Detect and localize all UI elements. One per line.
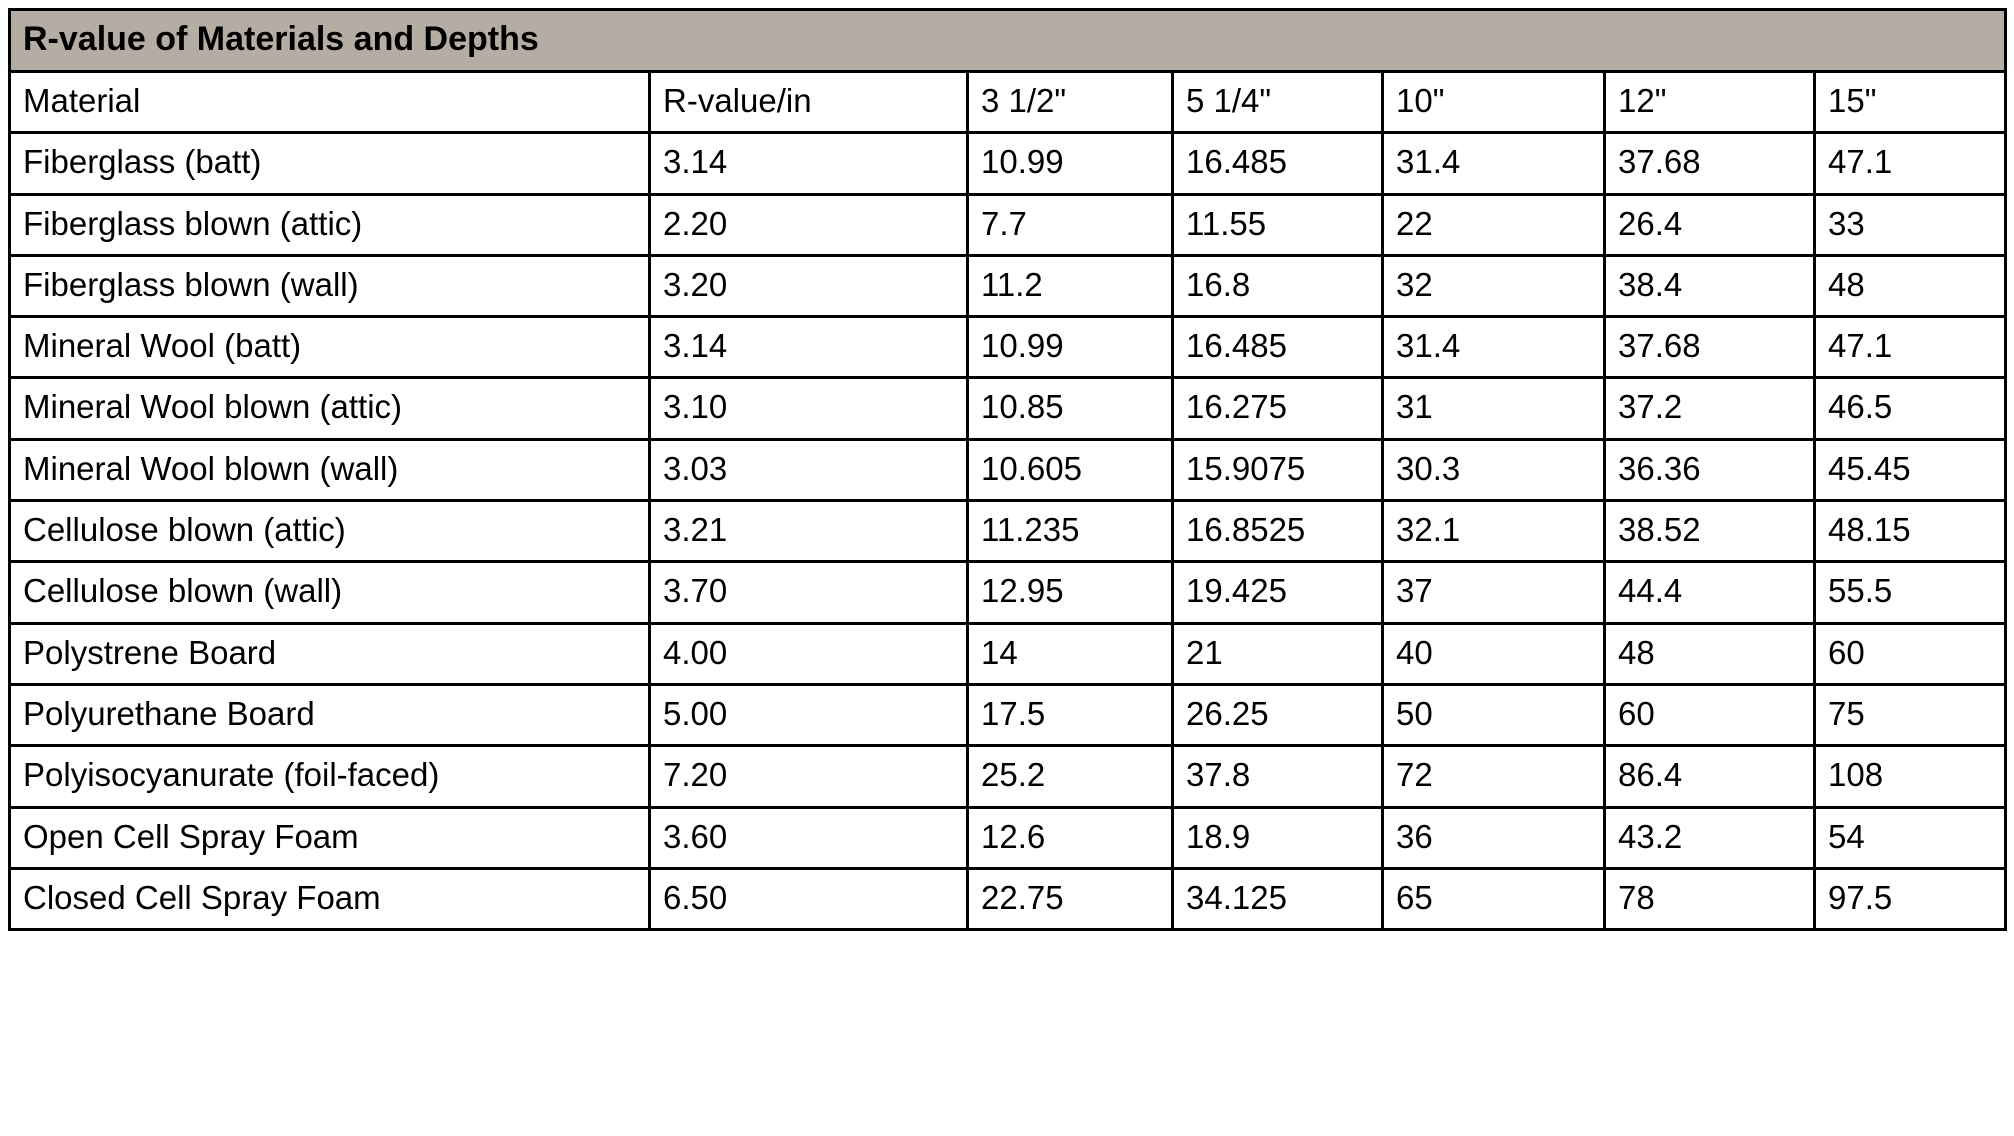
- cell-depth-12in: 26.4: [1605, 194, 1815, 255]
- cell-depth-15in: 45.45: [1815, 439, 2006, 500]
- table-row: [10, 194, 2006, 255]
- cell-depth-12in: 60: [1605, 684, 1815, 745]
- table-row: [10, 317, 2006, 378]
- cell-depth-3-5in: 14: [968, 623, 1173, 684]
- cell-depth-12in: 44.4: [1605, 562, 1815, 623]
- cell-depth-15in: 55.5: [1815, 562, 2006, 623]
- table-title-row: [10, 10, 2006, 72]
- cell-r-value-per-inch: 3.14: [650, 317, 968, 378]
- cell-depth-5-25in: 34.125: [1173, 868, 1383, 929]
- cell-depth-5-25in: 37.8: [1173, 746, 1383, 807]
- cell-material: Fiberglass blown (attic): [10, 194, 650, 255]
- cell-r-value-per-inch: 3.60: [650, 807, 968, 868]
- cell-depth-15in: 46.5: [1815, 378, 2006, 439]
- cell-material: Mineral Wool (batt): [10, 317, 650, 378]
- cell-material: Open Cell Spray Foam: [10, 807, 650, 868]
- cell-depth-12in: 38.52: [1605, 501, 1815, 562]
- cell-depth-5-25in: 16.275: [1173, 378, 1383, 439]
- cell-depth-3-5in: 25.2: [968, 746, 1173, 807]
- cell-depth-12in: 78: [1605, 868, 1815, 929]
- cell-depth-3-5in: 11.2: [968, 255, 1173, 316]
- table-row: [10, 439, 2006, 500]
- cell-r-value-per-inch: 3.21: [650, 501, 968, 562]
- cell-depth-3-5in: 10.85: [968, 378, 1173, 439]
- table-row: [10, 255, 2006, 316]
- cell-depth-12in: 36.36: [1605, 439, 1815, 500]
- table-row: [10, 378, 2006, 439]
- column-header-depth-12in: 12": [1605, 72, 1815, 133]
- table-row: [10, 868, 2006, 929]
- column-header-depth-3-5in: 3 1/2": [968, 72, 1173, 133]
- cell-depth-12in: 86.4: [1605, 746, 1815, 807]
- cell-material: Fiberglass blown (wall): [10, 255, 650, 316]
- cell-depth-10in: 31.4: [1383, 133, 1605, 194]
- cell-depth-10in: 32.1: [1383, 501, 1605, 562]
- cell-material: Mineral Wool blown (wall): [10, 439, 650, 500]
- column-header-depth-15in: 15": [1815, 72, 2006, 133]
- cell-depth-12in: 37.2: [1605, 378, 1815, 439]
- cell-depth-3-5in: 12.95: [968, 562, 1173, 623]
- cell-depth-10in: 65: [1383, 868, 1605, 929]
- cell-depth-5-25in: 16.485: [1173, 133, 1383, 194]
- cell-depth-3-5in: 10.99: [968, 133, 1173, 194]
- table-row: [10, 684, 2006, 745]
- cell-depth-3-5in: 11.235: [968, 501, 1173, 562]
- cell-depth-15in: 108: [1815, 746, 2006, 807]
- cell-depth-15in: 54: [1815, 807, 2006, 868]
- cell-depth-10in: 31: [1383, 378, 1605, 439]
- table-row: [10, 746, 2006, 807]
- cell-depth-10in: 50: [1383, 684, 1605, 745]
- cell-depth-15in: 48: [1815, 255, 2006, 316]
- cell-depth-15in: 97.5: [1815, 868, 2006, 929]
- table-title: R-value of Materials and Depths: [10, 10, 2006, 72]
- cell-depth-5-25in: 16.8525: [1173, 501, 1383, 562]
- cell-depth-5-25in: 19.425: [1173, 562, 1383, 623]
- cell-material: Closed Cell Spray Foam: [10, 868, 650, 929]
- table-header-row: [10, 72, 2006, 133]
- cell-depth-3-5in: 17.5: [968, 684, 1173, 745]
- cell-r-value-per-inch: 4.00: [650, 623, 968, 684]
- cell-depth-5-25in: 15.9075: [1173, 439, 1383, 500]
- cell-material: Mineral Wool blown (attic): [10, 378, 650, 439]
- cell-material: Fiberglass (batt): [10, 133, 650, 194]
- cell-depth-5-25in: 16.485: [1173, 317, 1383, 378]
- cell-depth-15in: 33: [1815, 194, 2006, 255]
- cell-depth-10in: 31.4: [1383, 317, 1605, 378]
- cell-depth-15in: 60: [1815, 623, 2006, 684]
- cell-depth-10in: 22: [1383, 194, 1605, 255]
- cell-depth-12in: 48: [1605, 623, 1815, 684]
- cell-depth-3-5in: 10.99: [968, 317, 1173, 378]
- cell-r-value-per-inch: 2.20: [650, 194, 968, 255]
- cell-material: Polystrene Board: [10, 623, 650, 684]
- cell-depth-3-5in: 10.605: [968, 439, 1173, 500]
- cell-r-value-per-inch: 5.00: [650, 684, 968, 745]
- cell-material: Cellulose blown (wall): [10, 562, 650, 623]
- column-header-depth-5-25in: 5 1/4": [1173, 72, 1383, 133]
- cell-r-value-per-inch: 3.14: [650, 133, 968, 194]
- cell-depth-5-25in: 21: [1173, 623, 1383, 684]
- cell-depth-10in: 30.3: [1383, 439, 1605, 500]
- cell-material: Polyisocyanurate (foil-faced): [10, 746, 650, 807]
- cell-depth-12in: 37.68: [1605, 317, 1815, 378]
- table-body: [10, 10, 2006, 930]
- table-row: [10, 133, 2006, 194]
- column-header-depth-10in: 10": [1383, 72, 1605, 133]
- cell-depth-15in: 47.1: [1815, 317, 2006, 378]
- column-header-r-value-per-inch: R-value/in: [650, 72, 968, 133]
- cell-depth-10in: 36: [1383, 807, 1605, 868]
- cell-r-value-per-inch: 3.10: [650, 378, 968, 439]
- cell-depth-15in: 47.1: [1815, 133, 2006, 194]
- cell-depth-3-5in: 22.75: [968, 868, 1173, 929]
- cell-r-value-per-inch: 3.70: [650, 562, 968, 623]
- cell-depth-12in: 38.4: [1605, 255, 1815, 316]
- cell-depth-3-5in: 12.6: [968, 807, 1173, 868]
- cell-depth-5-25in: 26.25: [1173, 684, 1383, 745]
- cell-depth-5-25in: 18.9: [1173, 807, 1383, 868]
- cell-depth-10in: 40: [1383, 623, 1605, 684]
- r-value-table: [8, 8, 2007, 931]
- cell-material: Polyurethane Board: [10, 684, 650, 745]
- cell-material: Cellulose blown (attic): [10, 501, 650, 562]
- cell-depth-5-25in: 16.8: [1173, 255, 1383, 316]
- cell-r-value-per-inch: 6.50: [650, 868, 968, 929]
- cell-depth-12in: 43.2: [1605, 807, 1815, 868]
- cell-r-value-per-inch: 3.20: [650, 255, 968, 316]
- cell-depth-10in: 32: [1383, 255, 1605, 316]
- cell-depth-15in: 75: [1815, 684, 2006, 745]
- cell-depth-12in: 37.68: [1605, 133, 1815, 194]
- table-row: [10, 623, 2006, 684]
- cell-depth-3-5in: 7.7: [968, 194, 1173, 255]
- cell-depth-15in: 48.15: [1815, 501, 2006, 562]
- table-row: [10, 562, 2006, 623]
- cell-depth-10in: 72: [1383, 746, 1605, 807]
- table-row: [10, 807, 2006, 868]
- cell-r-value-per-inch: 7.20: [650, 746, 968, 807]
- cell-depth-5-25in: 11.55: [1173, 194, 1383, 255]
- cell-depth-10in: 37: [1383, 562, 1605, 623]
- table-row: [10, 501, 2006, 562]
- cell-r-value-per-inch: 3.03: [650, 439, 968, 500]
- column-header-material: Material: [10, 72, 650, 133]
